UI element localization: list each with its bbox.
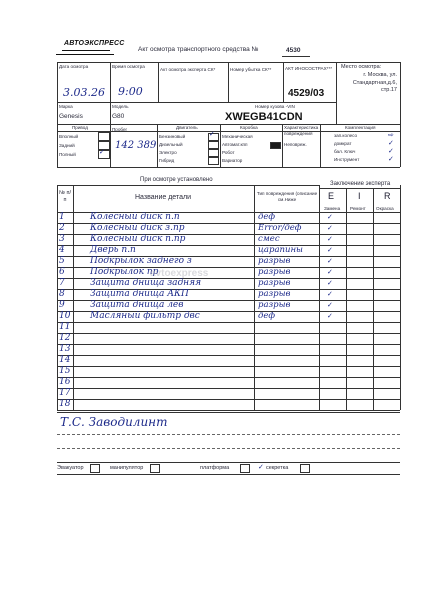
company-logo [64,40,124,47]
grid-line [57,185,319,186]
grid-line [400,124,401,167]
model-label: Модель [112,104,129,109]
row-damage-type: разрыв [258,256,291,266]
row-damage-type: деф [258,212,276,222]
row-number: 9 [59,300,65,310]
row-part-name: Защита днища задняя [90,278,202,288]
row-number: 12 [59,333,71,343]
engine-checkbox[interactable] [208,141,219,149]
row-part-name: Масляный фильтр двс [90,311,200,321]
grid-line [57,412,400,413]
check-mark: ✓ [258,463,264,471]
row-damage-type: разрыв [258,267,291,277]
row-number: 8 [59,289,65,299]
brand-value: Genesis [59,113,83,120]
col-i-header: I [358,191,361,201]
col-name-header: Название детали [135,194,191,201]
row-damage-type: деф [258,311,276,321]
time-value: 9:00 [118,85,143,98]
kit-option: зап.колесо [334,133,358,138]
row-damage-type: разрыв [258,300,291,310]
table-row-line [57,366,400,367]
row-number: 1 [59,212,65,222]
col-r-header: R [384,191,391,201]
table-row-line [57,388,400,389]
col-e-sub: Замена [324,206,341,211]
col-r-sub: Окраска [376,206,394,211]
gearbox-checkbox-filled[interactable] [270,142,281,149]
row-number: 4 [59,245,65,255]
loss-number-label: Номер убытка СК** [230,67,272,72]
time-label: Время осмотра [112,64,145,69]
table-row-line [57,333,400,334]
grid-line [57,124,58,167]
grid-line [57,167,400,168]
row-number: 13 [59,344,71,354]
drive-checkbox[interactable] [98,132,110,141]
replace-check-mark: ✓ [327,257,333,265]
expert-conclusion-label: Заключение эксперта [330,181,391,187]
gearbox-option: Робот [222,150,235,155]
row-part-name: Защита днища АКП [90,289,189,299]
date-label: Дата осмотра [59,64,89,69]
model-value: G80 [112,113,125,120]
replace-check-mark: ✓ [327,224,333,232]
mileage-value: 142 389 [115,140,157,151]
table-row-line [57,399,400,400]
grid-line [110,62,111,124]
act-title: Акт осмотра транспортного средства № [138,46,259,53]
kit-header: Комплектация [345,125,376,130]
ino-label: АКТ ИНОСОСТРАХ*** [285,66,333,71]
replace-check-mark: ✓ [327,290,333,298]
grid-line [57,474,400,475]
check-mark: ✓ [388,155,394,163]
replace-check-mark: ✓ [327,312,333,320]
grid-line [320,124,321,167]
check-mark: ✓ [388,139,394,147]
grid-line [220,124,221,167]
grid-line [157,124,158,167]
engine-checkbox[interactable] [208,157,219,165]
check-mark: ✓ [209,130,215,138]
grid-line [400,62,401,124]
grid-line [336,62,337,124]
check-mark: ⇨ [388,131,394,139]
replace-check-mark: ✓ [327,268,333,276]
secret-label: секретка [266,465,289,471]
manipulator-label: манипулятор [110,465,144,471]
row-number: 2 [59,223,65,233]
drive-option: Полный [59,152,76,157]
vin-value: XWEGB41CDN [225,111,303,123]
row-number: 7 [59,278,65,288]
row-number: 16 [59,377,71,387]
char-option: Неповреж. [284,142,307,147]
grid-line [158,62,159,102]
grid-line [110,124,111,167]
row-number: 17 [59,388,71,398]
row-part-name: Дверь п.п [90,245,136,255]
replace-check-mark: ✓ [327,246,333,254]
row-number: 5 [59,256,65,266]
table-row-line [57,355,400,356]
evacuator-checkbox[interactable] [90,464,100,473]
drive-option: Задний [59,143,75,148]
col-num-header: № п/п [59,190,71,203]
engine-option: Бензиновый [159,134,186,139]
check-mark: ✓ [388,147,394,155]
platform-checkbox[interactable] [240,464,250,473]
col-e-header: E [328,191,335,201]
table-row-line [57,377,400,378]
act-number-underline [282,56,310,57]
char-header: Характеристика повреждения [284,125,319,136]
row-damage-type: Error/деф [258,223,302,233]
logo-text: АВТОЭКСПРЕСС [64,40,125,47]
row-part-name: Подкрылок пр [90,267,159,277]
grid-line [57,102,336,103]
table-row-line [57,410,400,411]
engine-option: Дизельный [159,142,183,147]
replace-check-mark: ✓ [327,279,333,287]
notes-text: Т.С. Заводилинт [60,415,168,429]
row-number: 10 [59,311,71,321]
row-part-name: Защита днища лев [90,300,184,310]
logo-underline-2 [56,54,114,55]
row-part-name: Колесный диск п.пр [90,234,186,244]
gearbox-option: Вариатор [222,158,243,163]
engine-header: Двигатель [176,125,198,130]
logo-underline [62,50,110,51]
gearbox-header: Коробка [240,125,258,130]
vin-label: Номер кузова -VIN [255,104,295,109]
gearbox-option: Механическая [222,134,253,139]
grid-line [319,188,400,189]
col-type-header: Тип повреждения (описание см.Ниже [256,191,318,202]
row-number: 14 [59,355,71,365]
row-part-name: Колесный диск п.п [90,212,180,222]
replace-check-mark: ✓ [327,235,333,243]
evacuator-label: Эвакуатор [57,465,84,471]
col-i-sub: Ремонт [350,206,366,211]
drive-option: Вполный [59,134,79,139]
replace-check-mark: ✓ [327,213,333,221]
row-damage-type: разрыв [258,289,291,299]
kit-option: Инструмент [334,157,360,162]
established-label: При осмотре установлено [140,177,213,183]
watermark: avtoexpress [150,268,209,279]
manipulator-checkbox[interactable] [150,464,160,473]
date-value: 3.03.26 [63,86,105,99]
grid-line [57,434,400,435]
kit-option: домкрат [334,141,352,146]
row-damage-type: разрыв [258,278,291,288]
row-number: 3 [59,234,65,244]
engine-checkbox[interactable] [208,149,219,157]
grid-line [228,62,229,102]
row-damage-type: царапины [258,245,303,255]
place-value: г. Москва, ул. Стандартная,д.6, стр.17 [352,72,397,93]
row-damage-type: смес [258,234,280,244]
act-number: 4530 [286,47,301,54]
grid-line [282,124,283,167]
row-number: 6 [59,267,65,277]
grid-line [57,462,400,463]
row-number: 11 [59,322,71,332]
grid-line [57,448,400,449]
row-number: 15 [59,366,71,376]
kit-option: бал. Ключ [334,149,356,154]
place-label: Место осмотра: [341,64,382,70]
secret-checkbox[interactable] [300,464,310,473]
replace-check-mark: ✓ [327,301,333,309]
expert-act-label: Акт осмотра эксперта СК* [160,67,216,72]
gearbox-option: Автомат.кпп [222,142,248,147]
ino-value: 4529/03 [288,88,325,99]
grid-line [283,62,284,102]
engine-option: Электро [159,150,177,155]
grid-line [57,62,58,124]
row-part-name: Колесный диск з.пр [90,223,185,233]
brand-label: Марка [59,104,73,109]
row-number: 18 [59,399,71,409]
platform-label: платформа [200,465,230,471]
check-mark: ✓ [99,148,105,156]
drive-header: Привод [72,125,88,130]
row-part-name: Подкрылок заднего з [90,256,192,266]
mileage-label: Пробег [112,127,128,132]
table-row-line [57,322,400,323]
table-row-line [57,344,400,345]
grid-line [400,185,401,410]
engine-option: Гибрид [159,158,175,163]
